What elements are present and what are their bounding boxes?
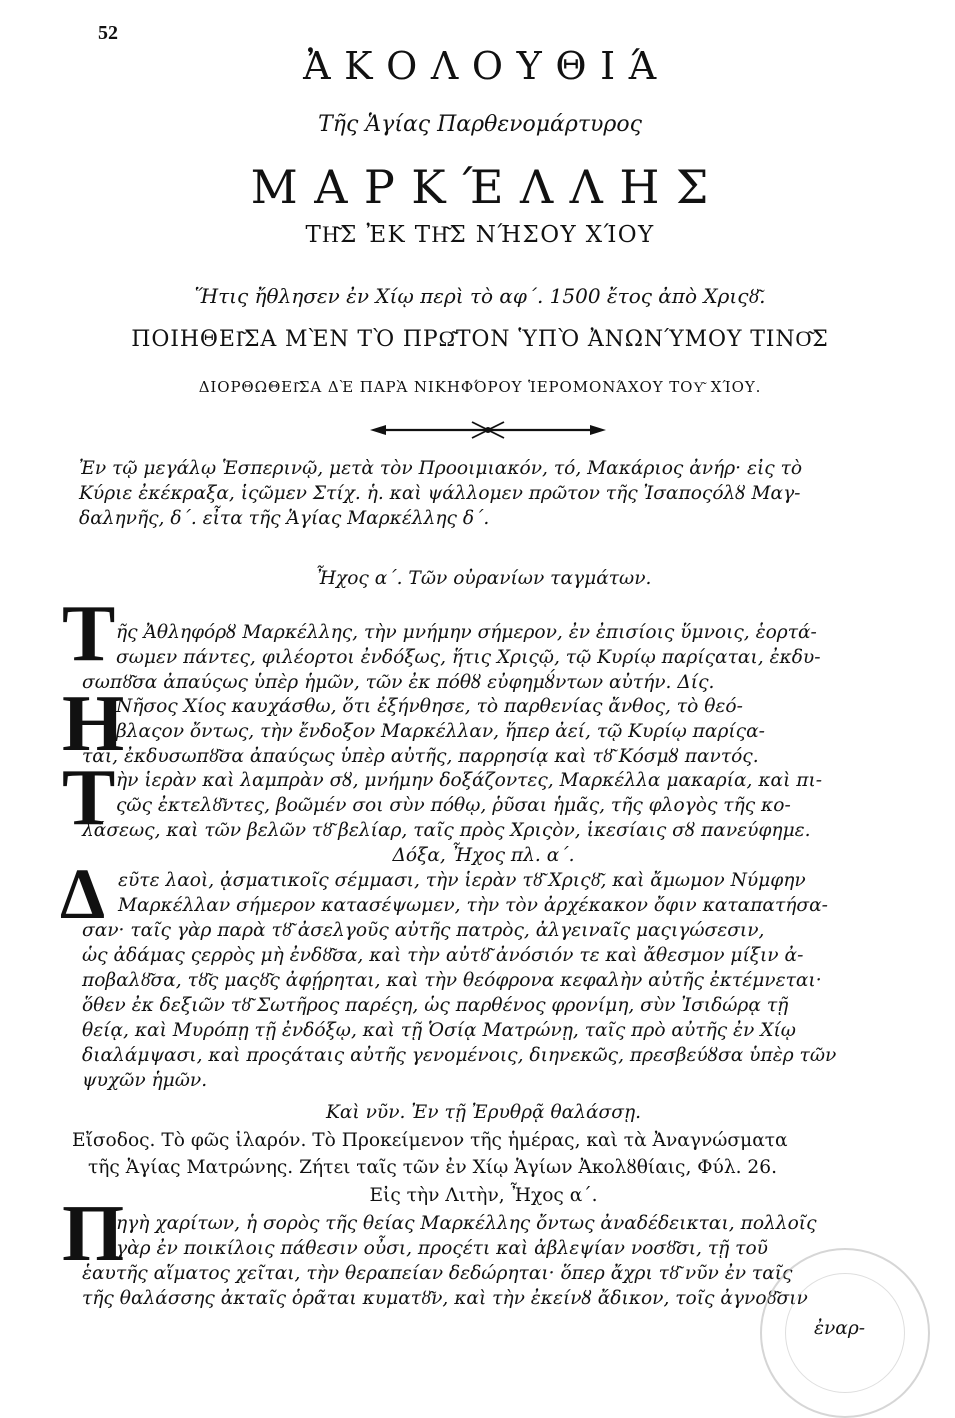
- drop-cap-initial: Η: [62, 680, 125, 768]
- text-line: Νῆσος Χίος καυχάσθω, ὅτι ἐξήνθησε, τὸ παρθενίας ἄνθος, τὸ θεό-: [116, 696, 743, 717]
- drop-cap-initial: Π: [62, 1190, 125, 1278]
- island-line: ΤΗ͂Σ ἘΚ ΤΗ͂Σ ΝΉΣΟΥ ΧΊΟΥ: [305, 222, 655, 248]
- text-line: τῆς θαλάσσης ἀκταῖς ὁρᾶται κυματȣ͂ν, καὶ τὴν ἐκείνȣ ἄδικον, τοῖς ἀγνοȣ͂σιν: [82, 1288, 808, 1309]
- text-line: διαλάμψασι, καὶ προςάταις αὐτῆς γενομένοις, διηνεκῶς, πρεσβεύȣσα ὑπὲρ τῶν: [82, 1045, 837, 1066]
- composition-line: ΠΟΙΗΘΕΙ͂ΣΑ ΜῈΝ ΤῸ ΠΡΩ͂ΤΟΝ ὙΠῸ ἈΝΩΝΎΜΟΥ ΤΙΝΟ͂Σ: [131, 327, 829, 352]
- text-line: ςῶς ἐκτελȣ͂ντες, βοῶμέν σοι σὺν πόθῳ, ῥῦσαι ἡμᾶς, τῆς φλογὸς τῆς κο-: [116, 795, 791, 816]
- text-line: Εἴσοδος. Τὸ φῶς ἱλαρόν. Τὸ Προκείμενον τῆς ἡμέρας, καὶ τὰ Ἀναγνώσματα: [72, 1130, 788, 1151]
- text-line: ὴν ἱερὰν καὶ λαμπρὰν σȣ, μνήμην δοξάζοντες, Μαρκέλλα μακαρία, καὶ πι-: [116, 770, 823, 791]
- text-line: Ἐν τῷ μεγάλῳ Ἑσπερινῷ, μετὰ τὸν Προοιμιακόν, τό, Μακάριος ἀνήρ· εἰς τὸ: [79, 458, 803, 479]
- doxa-heading: Δόξα, Ἦχος πλ. α΄.: [392, 845, 575, 866]
- text-line: θείᾳ, καὶ Μυρόπῃ τῇ ἐνδόξῳ, καὶ τῇ Ὁσίᾳ Ματρώνῃ, ταῖς πρὸ αὐτῆς ἐν Χίῳ: [82, 1020, 796, 1041]
- text-line: Μαρκέλλαν σήμερον κατασέψωμεν, τὴν τὸν ἀρχέκακον ὄφιν καταπατήσα-: [118, 895, 828, 916]
- text-line: ὅθεν ἐκ δεξιῶν τȣ͂ Σωτῆρος παρέςη, ὡς παρθένος φρονίμη, σὺν Ἰσιδώρᾳ τῇ: [82, 995, 789, 1016]
- drop-cap-initial: Τ: [62, 590, 116, 678]
- text-line: δαληνῆς, δ΄. εἶτα τῆς Ἁγίας Μαρκέλλης δ΄.: [79, 508, 490, 529]
- tone-heading: Ἦχος α΄. Τῶν οὐρανίων ταγμάτων.: [315, 568, 652, 589]
- text-line: ὡς ἀδάμας ςερρὸς μὴ ἐνδȣ͂σα, καὶ τὴν αὐτȣ͂ ἀνόσιόν τε καὶ ἄθεσμον μίξιν ἀ-: [82, 945, 804, 966]
- text-line: λάσεως, καὶ τῶν βελῶν τȣ͂ βελίαρ, ταῖς πρὸς Χριςὸν, ἱκεσίαις σȣ πανεύφημε.: [82, 820, 811, 841]
- martyrdom-date-line: Ἥτις ἤθλησεν ἐν Χίῳ περὶ τὸ αφ΄. 1500 ἔτος ἀπὸ Χριςȣ͂.: [194, 284, 766, 308]
- text-line: τῆς Ἁγίας Ματρώνης. Ζήτει ταῖς τῶν ἐν Χίῳ Ἁγίων Ἀκολȣθίαις, Φύλ. 26.: [88, 1157, 777, 1178]
- lite-heading: Εἰς τὴν Λιτὴν, Ἦχος α΄.: [369, 1185, 598, 1206]
- text-line: ψυχῶν ἡμῶν.: [82, 1070, 208, 1091]
- ornamental-divider: [368, 418, 608, 442]
- text-line: ῆς Ἀθληφόρȣ Μαρκέλλης, τὴν μνήμην σήμερον, ἐν ἐπισίοις ὕμνοις, ἑορτά-: [116, 622, 817, 643]
- catchword: ἐναρ-: [814, 1318, 866, 1339]
- drop-cap-initial: Τ: [62, 754, 116, 842]
- text-line: ἑαυτῆς αἵματος χεῖται, τὴν θεραπείαν δεδώρηται· ὅπερ ἄχρι τȣ͂ νῦν ἐν ταῖς: [82, 1263, 793, 1284]
- text-line: ται, ἐκδυσωπȣ͂σα ἀπαύςως ὑπὲρ αὐτῆς, παρρησίᾳ καὶ τȣ͂ Κόσμȣ παντός.: [82, 746, 759, 767]
- text-line: γὰρ ἐν ποικίλοις πάθεσιν οὖσι, προςέτι καὶ ἀβλεψίαν νοσȣ͂σι, τῇ τοῦ: [116, 1238, 768, 1259]
- page-number: 52: [98, 22, 118, 44]
- title-subtitle: Τῆς Ἁγίας Παρθενομάρτυρος: [318, 112, 642, 137]
- library-stamp: [760, 1248, 930, 1418]
- text-line: Κύριε ἐκέκραξα, ἱςῶμεν Στίχ. ἡ. καὶ ψάλλομεν πρῶτον τῆς Ἰσαποςόλȣ Μαγ-: [79, 483, 801, 504]
- text-line: εῦτε λαοὶ, ᾀσματικοῖς σέμμασι, τὴν ἱερὰν τȣ͂ Χριςȣ͂, καὶ ἄμωμον Νύμφην: [118, 870, 806, 891]
- text-line: σαν· ταῖς γὰρ παρὰ τȣ͂ ἀσελγοῦς αὐτῆς πατρὸς, ἀλγειναῖς μαςιγώσεσιν,: [82, 920, 765, 941]
- text-line: σωπȣ͂σα ἀπαύςως ὑπὲρ ἡμῶν, τῶν ἐκ πόθȣ εὐφημȣ́ντων αὐτήν. Δίς.: [82, 672, 715, 693]
- text-line: ηγὴ χαρίτων, ἡ σορὸς τῆς θείας Μαρκέλλης ὄντως ἀναδέδεικται, πολλοῖς: [116, 1213, 817, 1234]
- drop-cap-initial: Δ: [60, 854, 106, 934]
- kai-nyn-heading: Καὶ νῦν. Ἐν τῇ Ἐρυθρᾷ θαλάσσῃ.: [325, 1102, 641, 1123]
- text-line: σωμεν πάντες, φιλέορτοι ἐνδόξως, ἥτις Χριςῷ, τῷ Κυρίῳ παρίςαται, ἐκδυ-: [116, 647, 821, 668]
- correction-line: ΔΙΟΡΘΩΘΕΙ͂ΣΑ ΔῈ ΠΑΡᾺ ΝΙΚΗΦΌΡΟΥ ἹΕΡΟΜΟΝΆΧΟΥ ΤΟΥ͂ ΧΊΟΥ.: [198, 378, 762, 396]
- page-title: Ἀ Κ Ο Λ Ο Υ Θ Ι Ά: [303, 44, 657, 88]
- saint-name: Μ Α Ρ Κ Έ Λ Λ Η Σ: [250, 160, 710, 214]
- text-line: ποβαλȣ͂σα, τȣ͂ς μαςȣ͂ς ἀφῄρηται, καὶ τὴν θεόφρονα κεφαλὴν αὐτῆς ἐκτέμνεται·: [82, 970, 822, 991]
- text-line: βλαςον ὄντως, τὴν ἔνδοξον Μαρκέλλαν, ἥπερ ἀεί, τῷ Κυρίῳ παρίςα-: [116, 721, 765, 742]
